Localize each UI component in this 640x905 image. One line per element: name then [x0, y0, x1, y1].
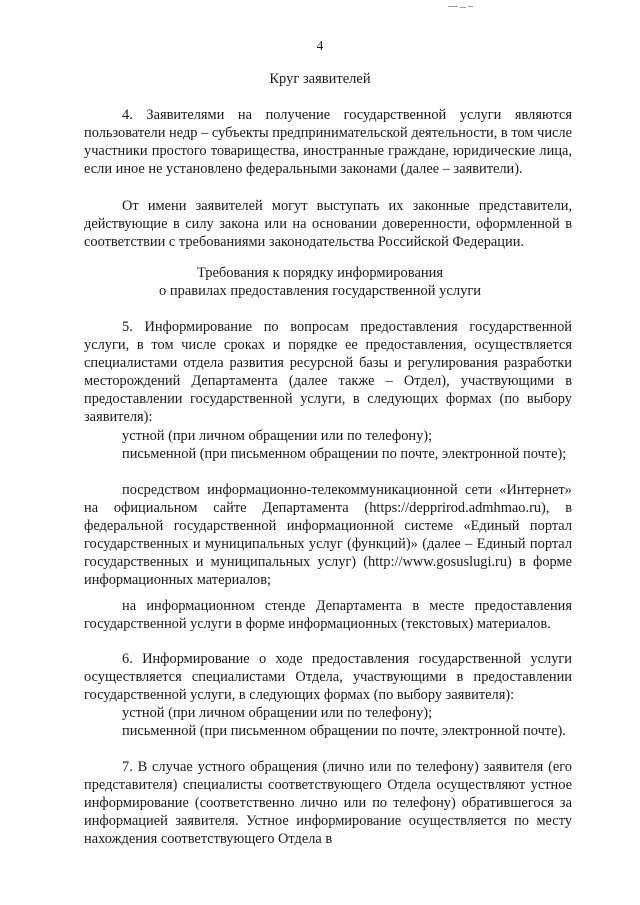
- paragraph-6: 6. Информирование о ходе предоставления государственной услуги осуществляется специалистами Отдела, участвующими в предоставлении государственной услуги, в следующих формах (по выбору заявителя):: [84, 651, 572, 704]
- paragraph-5-stand: на информационном стенде Департамента в месте предоставления государственной услуги в форме информационных (текстовых) материалов.: [84, 598, 572, 633]
- heading-line: Круг заявителей: [269, 71, 371, 87]
- paragraph-4: 4. Заявителями на получение государственной услуги являются пользователи недр – субъекты предпринимательской деятельности, в том числе участники простого товарищества, иностранные граждане, юридические лица, если иное не установлено федеральными законами (далее – заявители).: [84, 107, 572, 178]
- section-heading-applicants: [0, 70, 640, 88]
- paragraph-5-internet: посредством информационно-телекоммуникационной сети «Интернет» на официальном сайте Департамента (https://depprirod.admhmao.ru), в федеральной государственной информационной системе «Единый портал государственных и муниципальных услуг (функций)» (далее – Единый портал государственных и муниципальных услуг) (http://www.gosuslugi.ru) в форме информационных материалов;: [84, 482, 572, 589]
- heading-line: о правилах предоставления государственной услуги: [158, 283, 482, 299]
- page-number: 4: [316, 38, 324, 53]
- paragraph-5-written: письменной (при письменном обращении по почте, электронной почте);: [122, 446, 567, 462]
- paragraph-5: 5. Информирование по вопросам предоставления государственной услуги, в том числе сроках и порядке ее предоставления, осуществляется специалистами отдела развития ресурсной базы и регулирования разработки месторождений Департамента (далее также – Отдел), участвующими в предоставлении государственной услуги, в следующих формах (по выбору заявителя):: [84, 319, 572, 426]
- section-heading-informing: [0, 264, 640, 300]
- scan-artifact-mark: [448, 6, 474, 9]
- heading-line: Требования к порядку информирования: [196, 265, 444, 281]
- paragraph-4-representatives: От имени заявителей могут выступать их законные представители, действующие в силу закона или на основании доверенности, оформленной в соответствии с требованиями законодательства Российской Федерации.: [84, 198, 572, 251]
- paragraph-5-oral: устной (при личном обращении или по телефону);: [122, 428, 433, 444]
- paragraph-7: 7. В случае устного обращения (лично или по телефону) заявителя (его представителя) специалисты соответствующего Отдела осуществляют устное информирование (соответственно лично или по телефону) обратившегося за информацией заявителя. Устное информирование осуществляется по месту нахождения соответствующего Отдела в: [84, 759, 572, 848]
- paragraph-6-written: письменной (при письменном обращении по почте, электронной почте).: [122, 723, 566, 739]
- paragraph-6-oral: устной (при личном обращении или по телефону);: [122, 705, 433, 721]
